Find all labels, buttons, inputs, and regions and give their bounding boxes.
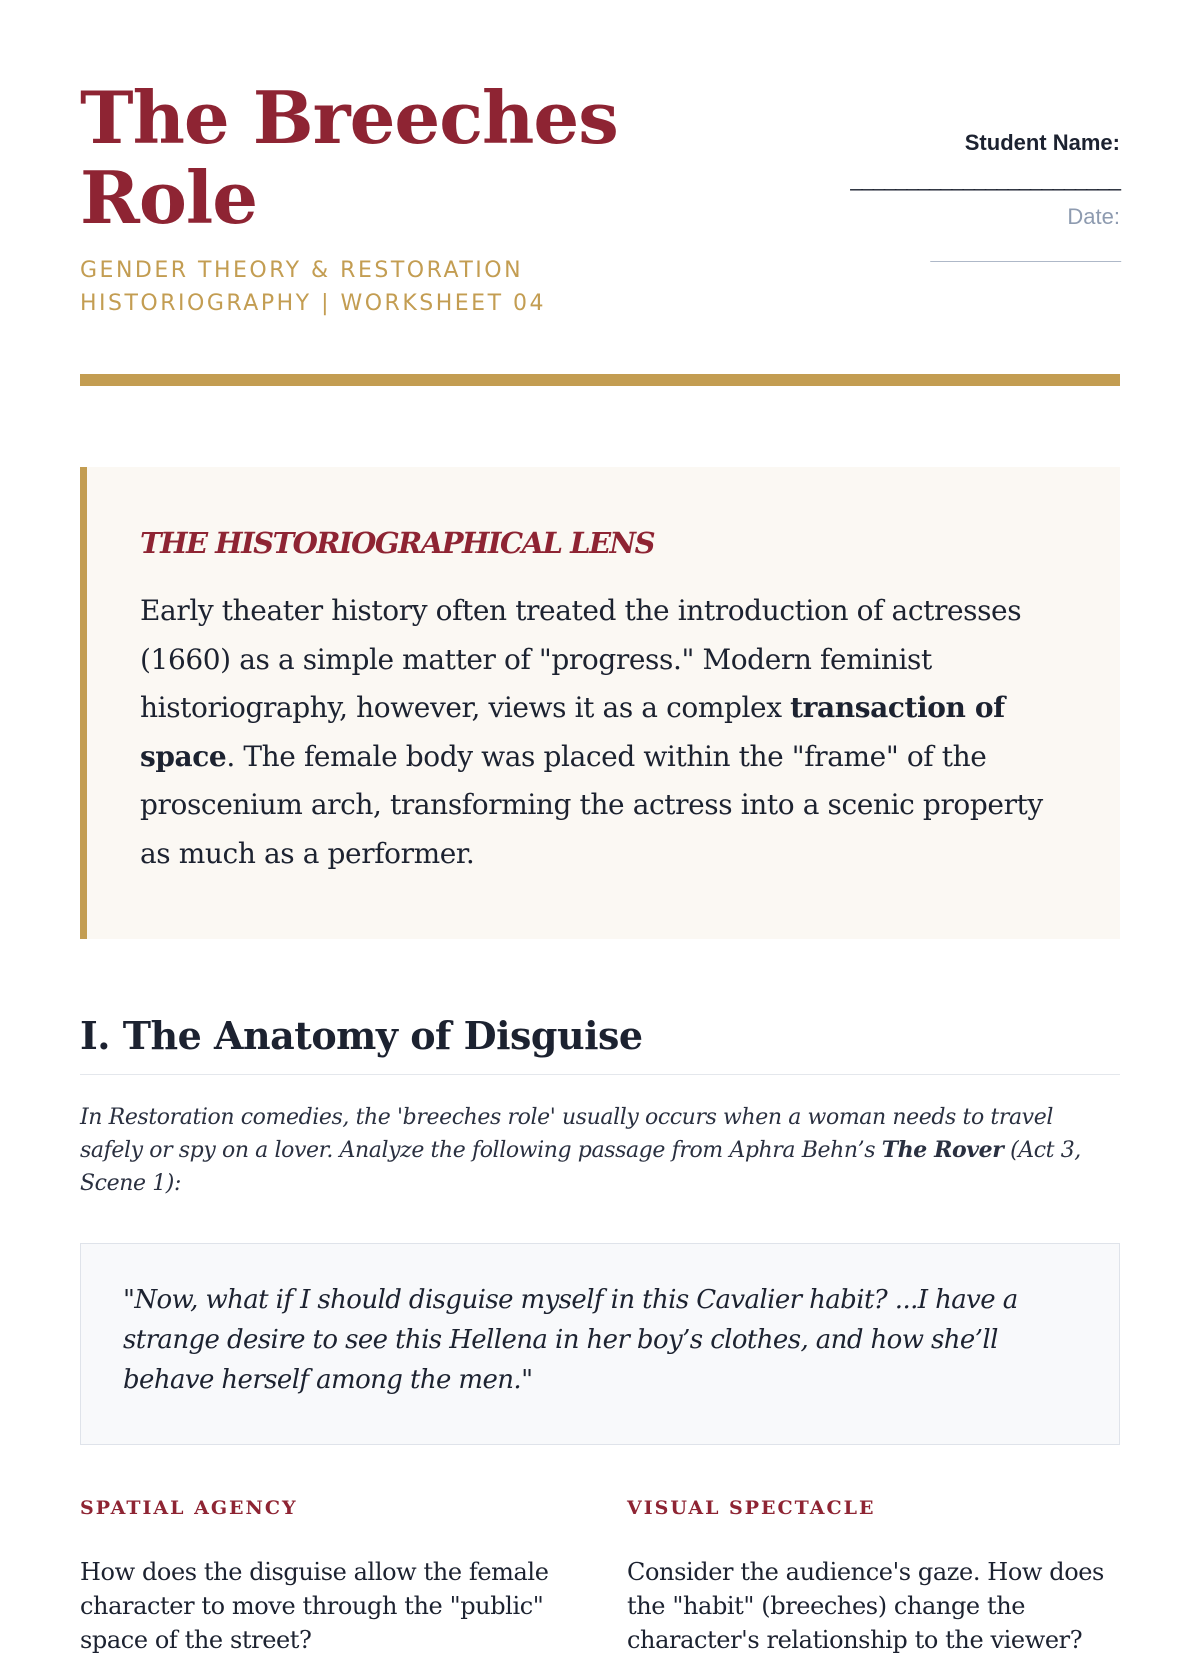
section-intro [80,1101,1120,1200]
student-name-field[interactable]: ________________________ [850,166,1120,191]
lens-body-text: Early theater history often treated the introduction of actresses (1660) as a simple matter of "progress." Modern feminist historiography, however, views it as a complex [140,594,1022,724]
question-label: VISUAL SPECTACLE [627,1497,876,1519]
question-visual-spectacle [627,1496,1133,1657]
date-label: Date: [1067,204,1120,229]
lens-heading: THE HISTORIOGRAPHICAL LENS [140,526,655,560]
section-heading: I. The Anatomy of Disguise [80,1013,643,1058]
quote-text: "Now, what if I should disguise myself in this Cavalier habit? ...I have a strange desire to see this Hellena in her boy’s clothes, and how she’ll behave herself among the men." [123,1285,1018,1395]
intro-work-title: The Rover [881,1137,1004,1163]
historiographical-lens-callout [80,467,1120,939]
student-name-label: Student Name: [964,130,1120,155]
question-text: Consider the audience's gaze. How does the "habit" (breeches) change the character's relationship to the viewer? [627,1558,1104,1654]
question-spatial-agency [80,1496,586,1657]
intro-text-end: (Act 3, Scene 1): [80,1138,1081,1196]
header-divider [80,374,1120,386]
lens-body-text-end: . The female body was placed within the "frame" of the proscenium arch, transforming the actress into a scenic property as much as a performer. [140,739,1043,870]
lens-body [140,587,1060,878]
date-field[interactable]: ________________________ [930,246,1120,263]
lens-body-emphasis: transaction of space [140,691,1005,773]
question-text: How does the disguise allow the female character to move through the "public" space of the street? [80,1558,549,1654]
question-label: SPATIAL AGENCY [80,1497,298,1519]
student-info-block [760,128,1120,266]
intro-text: In Restoration comedies, the 'breeches role' usually occurs when a woman needs to travel safely or spy on a lover. Analyze the following passage from Aphra Behn’s [80,1105,1053,1163]
page-title: The Breeches Role [80,75,618,240]
quote-block [80,1243,1120,1445]
section-divider [80,1074,1120,1075]
page-subtitle: GENDER THEORY & RESTORATION HISTORIOGRAPHY | WORKSHEET 04 [80,258,546,316]
